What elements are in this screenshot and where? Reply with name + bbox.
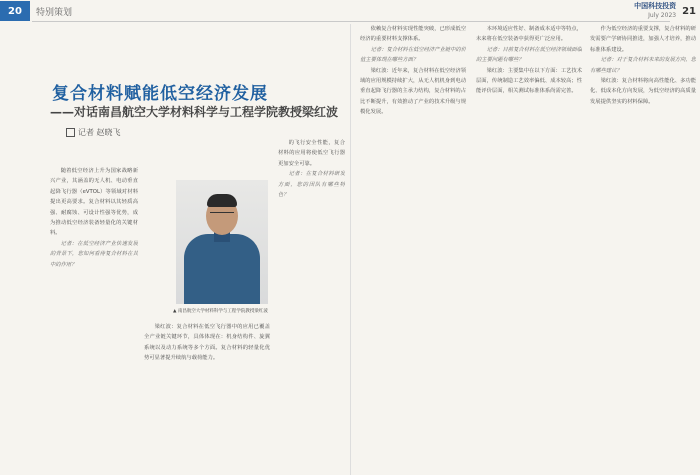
article-subtitle: ——对话南昌航空大学材料科学与工程学院教授梁红波	[50, 105, 339, 119]
paragraph: 随着低空经济上升为国家战略新兴产业，其涵盖的无人机、电动垂直起降飞行器（eVTOL）等领域对材料提出更高要求。复合材料以其轻质高强、耐腐蚀、可设计性强等优势，成为推动低空经济装备轻量化的关键材料。	[50, 168, 138, 237]
portrait-glasses	[210, 212, 234, 218]
interview-question: 记者：复合材料在低空经济产业链中的价值主要体现在哪些方面？	[360, 46, 466, 64]
square-icon	[66, 128, 75, 137]
portrait-photo	[176, 180, 268, 304]
page-gutter	[350, 24, 351, 475]
text-column-4	[360, 24, 466, 466]
paragraph: 本环境适应性好、制备成本适中等特点，未来将在低空装备中获得更广泛应用。	[476, 26, 582, 43]
portrait-shirt	[184, 234, 260, 304]
interview-question: 记者：在复合材料研发方面，您的团队有哪些特色？	[278, 171, 345, 199]
text-column-3	[278, 138, 345, 466]
paragraph: 梁红波：复合材料在低空飞行器中的应用已覆盖全产业链关键环节，具体体现在：机身结构件、旋翼系统以及动力系统等多个方面。复合材料的轻量化优势可显著提升续航与载荷能力。	[144, 324, 270, 362]
paragraph: 梁红波：主要集中在以下方面：工艺技术层面，传统制造工艺效率偏低、成本较高；性能评价层面，相关测试标准体系尚需完善。	[476, 67, 582, 95]
portrait-hair	[207, 194, 237, 207]
left-page-number: 20	[0, 1, 30, 21]
byline-text: 记者 赵晓飞	[78, 128, 121, 137]
paragraph: 依赖复合材料实现性能突破，已形成低空经济的重要材料支撑体系。	[360, 26, 466, 43]
right-page-header	[634, 0, 700, 22]
photo-caption: ▲ 南昌航空大学材料科学与工程学院教授梁红波	[173, 309, 268, 314]
interview-question: 记者：对于复合材料未来的发展方向，您有哪些建议？	[590, 57, 696, 74]
text-column-2	[144, 322, 270, 466]
text-column-5	[476, 24, 582, 466]
magazine-masthead	[634, 2, 676, 20]
issue-date: July 2023	[648, 12, 677, 19]
left-page-header	[0, 0, 72, 22]
interview-question: 记者：在低空经济产业快速发展的背景下，您如何看待复合材料在其中的作用？	[50, 240, 138, 268]
text-column-6	[590, 24, 696, 466]
interview-question: 记者：目前复合材料在低空经济领域面临的主要问题有哪些？	[476, 46, 582, 64]
text-column-1	[50, 166, 138, 466]
article-title: 复合材料赋能低空经济发展	[52, 84, 268, 104]
right-page-number: 21	[682, 5, 696, 17]
paragraph: 作为低空经济的重要支撑，复合材料的研发需要产学研协同推进，加强人才培养，推动标准体系建设。	[590, 26, 696, 53]
byline	[66, 127, 121, 138]
header-rule	[32, 21, 670, 22]
paragraph: 的飞行安全性能，复合材料的应用将使低空飞行器更加安全可靠。	[278, 140, 345, 167]
paragraph: 梁红波：近年来，复合材料在低空经济领域的应用规模持续扩大，从无人机机身到电动垂直起降飞行器的主承力结构，复合材料的占比不断提升，有效推动了产业的技术升级与规模化发展。	[360, 67, 466, 116]
magazine-name: 中国科技投资	[634, 2, 677, 10]
section-label: 特别策划	[36, 7, 73, 18]
paragraph: 梁红波：复合材料将向高性能化、多功能化、低成本化方向发展，为低空经济的高质量发展提供坚实的材料保障。	[590, 78, 696, 105]
